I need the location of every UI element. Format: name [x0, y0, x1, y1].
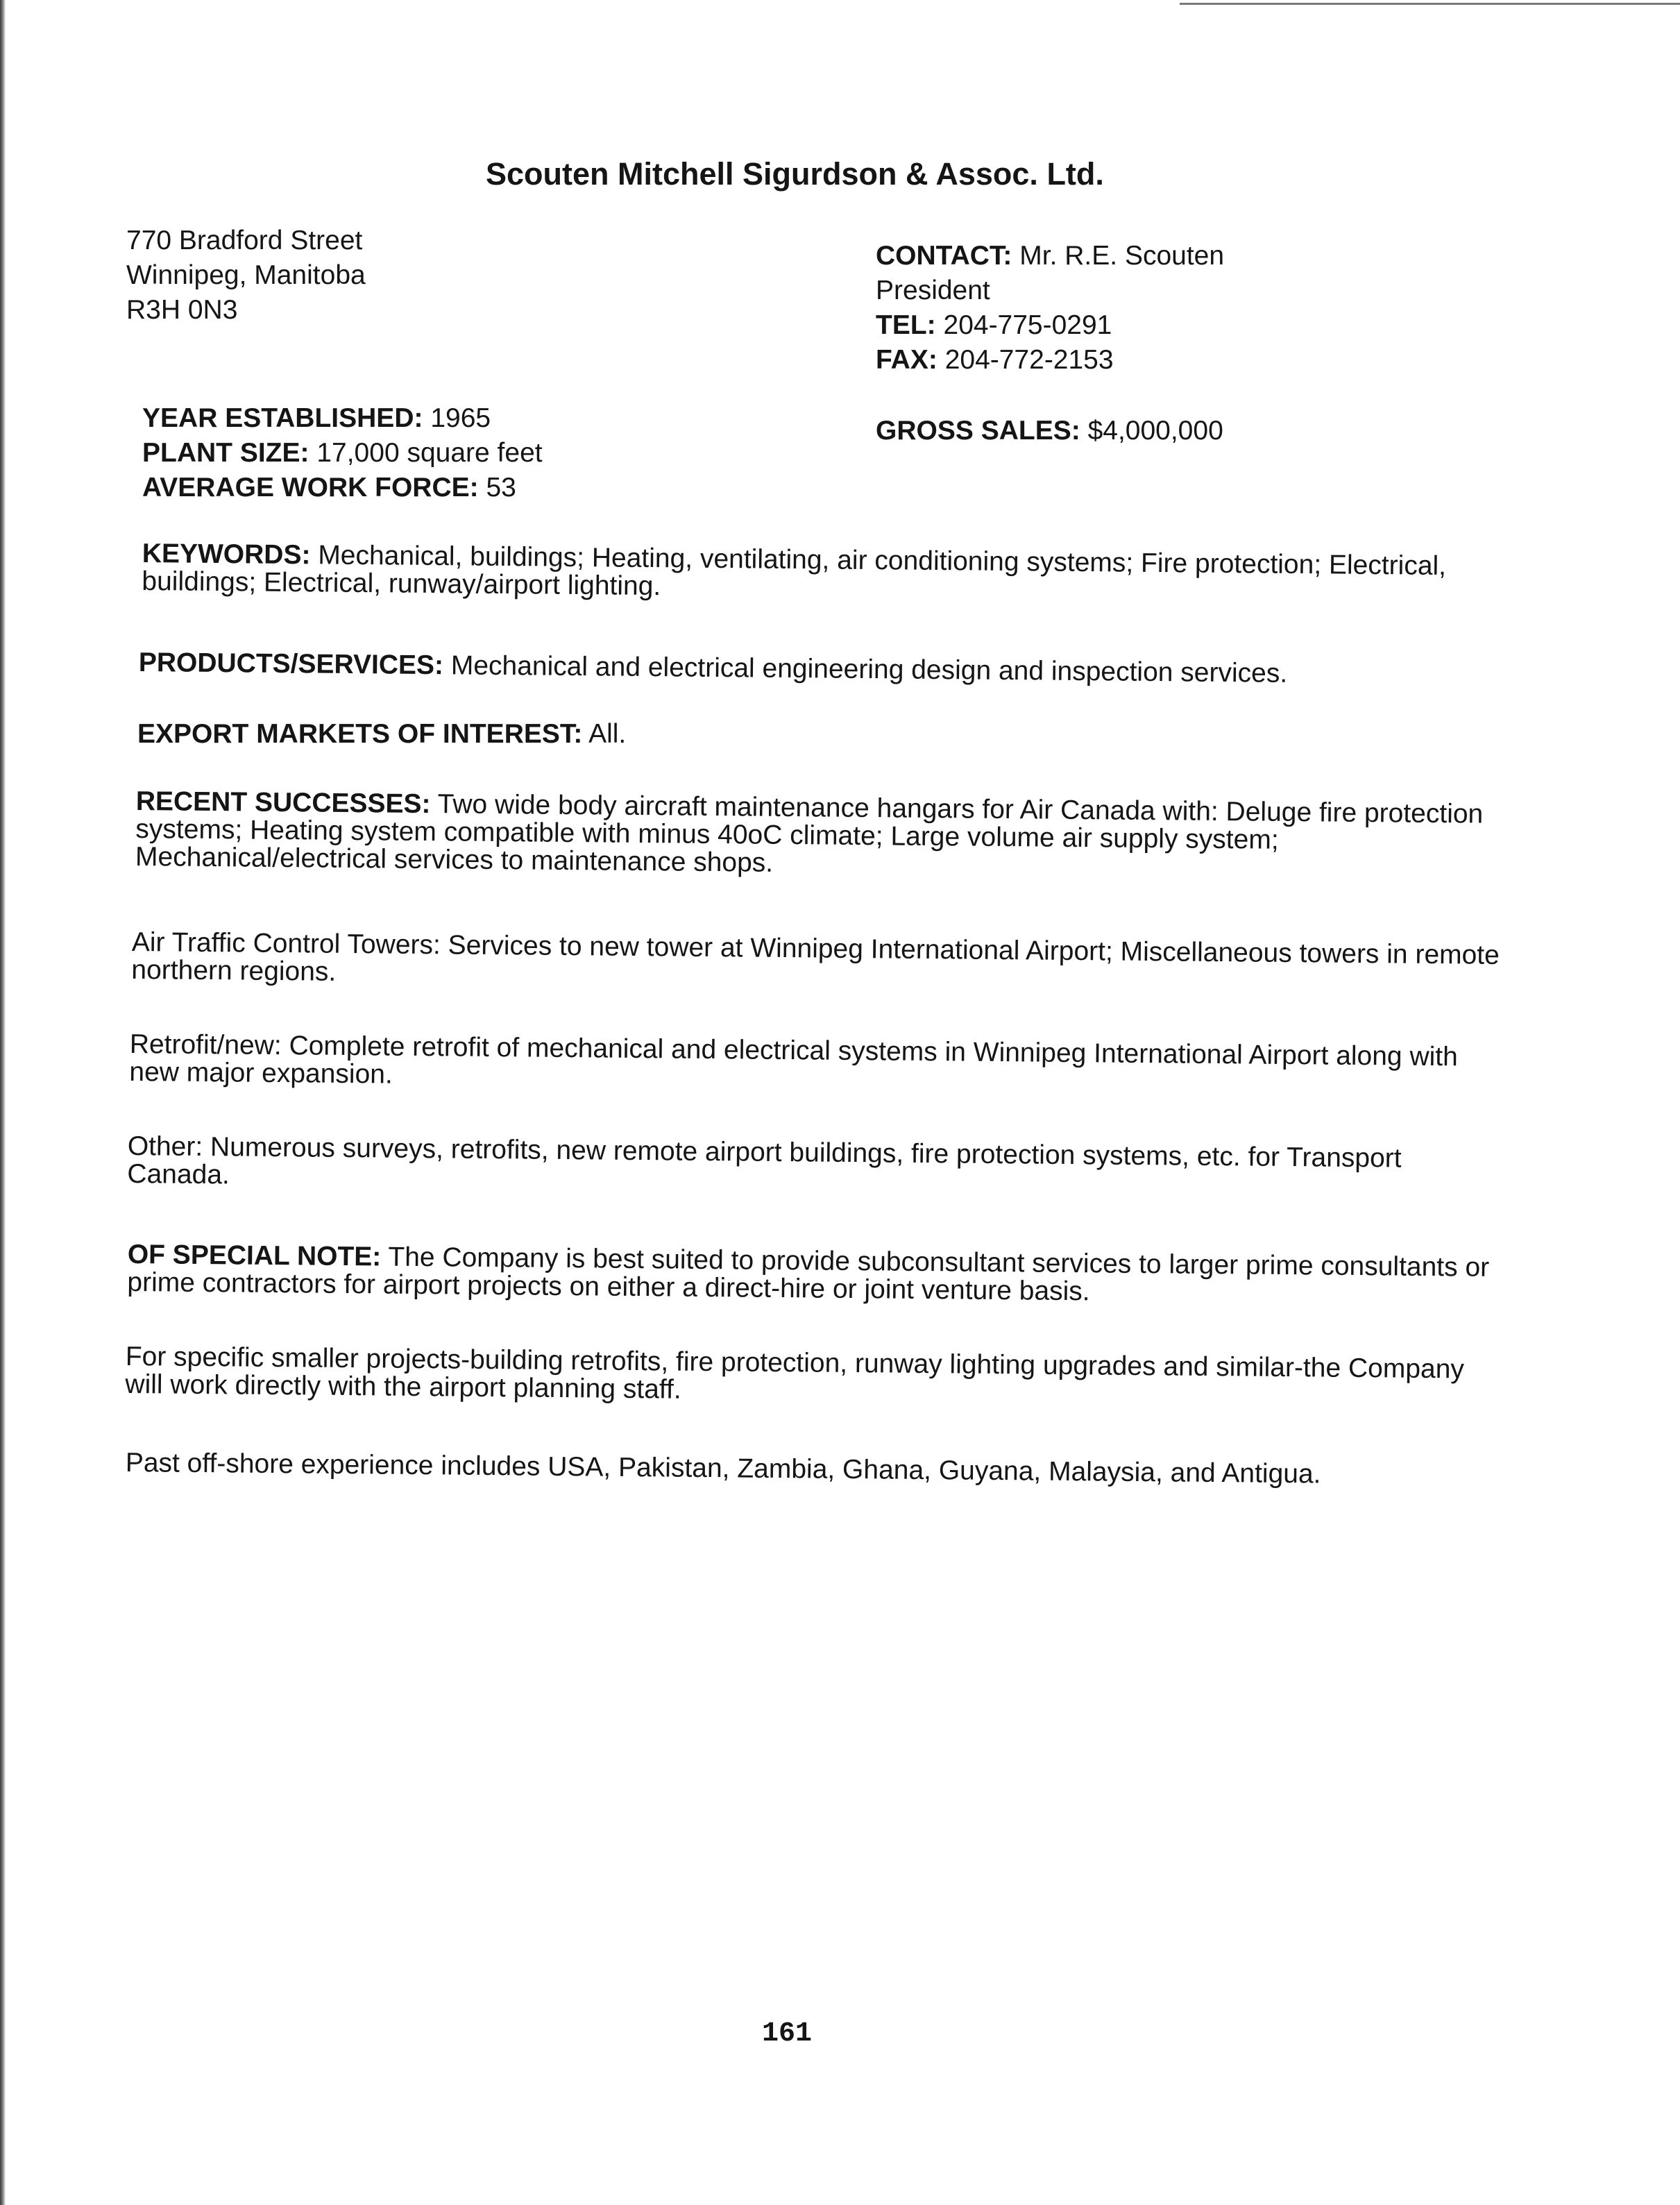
- smaller-projects-section: [125, 1343, 1500, 1412]
- special-note-section: [127, 1241, 1502, 1310]
- address-line-2: Winnipeg, Manitoba: [126, 260, 366, 290]
- offshore-text: Past off-shore experience includes USA, Pakistan, Zambia, Ghana, Guyana, Malaysia, and Antigua.: [125, 1448, 1321, 1489]
- atc-label: Air Traffic Control Towers:: [131, 927, 441, 961]
- special-label: OF SPECIAL NOTE:: [127, 1240, 382, 1272]
- year-value: 1965: [430, 403, 491, 433]
- plant-value: 17,000 square feet: [316, 438, 543, 468]
- contact-value: Mr. R.E. Scouten: [1019, 241, 1225, 271]
- company-name: Scouten Mitchell Sigurdson & Assoc. Ltd.: [486, 156, 1104, 192]
- products-section: [139, 649, 1513, 690]
- smaller-text: For specific smaller projects-building retrofits, fire protection, runway lighting upgrades and similar-the Company will work directly with the airport planning staff.: [125, 1342, 1465, 1405]
- fax-line: [876, 343, 1114, 377]
- year-label: YEAR ESTABLISHED:: [142, 403, 423, 433]
- plant-size: [142, 436, 543, 470]
- contact-title: President: [876, 276, 990, 305]
- address-line-3: R3H 0N3: [126, 295, 238, 325]
- tel-value: 204-775-0291: [943, 310, 1112, 340]
- keywords-text: Mechanical, buildings; Heating, ventilating, air conditioning systems; Fire protection; Electrical, buildings; Electrical, runway/airport lighting.: [142, 540, 1447, 602]
- contact-label: CONTACT:: [876, 241, 1012, 271]
- recent-label: RECENT SUCCESSES:: [135, 786, 431, 820]
- tel-label: TEL:: [876, 310, 936, 340]
- keywords-section: [142, 540, 1516, 609]
- retrofit-section: [129, 1031, 1504, 1099]
- atc-section: [131, 929, 1506, 997]
- atc-text: Services to new tower at Winnipeg International Airport; Miscellaneous towers in remote northern regions.: [131, 930, 1500, 987]
- products-label: PRODUCTS/SERVICES:: [138, 648, 444, 681]
- workforce-label: AVERAGE WORK FORCE:: [142, 473, 479, 502]
- page-number: 161: [762, 2018, 813, 2050]
- scan-edge: [0, 0, 6, 2205]
- address-line-1: 770 Bradford Street: [126, 226, 363, 255]
- offshore-section: [126, 1449, 1500, 1490]
- keywords-label: KEYWORDS:: [142, 539, 311, 571]
- special-text: The Company is best suited to provide subconsultant services to larger prime consultants or prime contractors for airport projects on either a direct-hire or joint venture basis.: [127, 1242, 1490, 1307]
- recent-text: Two wide body aircraft maintenance hangars for Air Canada with: Deluge fire protection systems; Heating system compatible with minus 40oC climate; Large volume air supply system; Mechanical/electrical services to maintenance shops.: [135, 789, 1484, 878]
- export-section: [137, 720, 1511, 748]
- sales-label: GROSS SALES:: [876, 416, 1080, 446]
- retrofit-label: Retrofit/new:: [129, 1029, 282, 1061]
- workforce-value: 53: [486, 473, 516, 502]
- year-established: [142, 401, 491, 435]
- top-rule: [1180, 3, 1680, 5]
- other-text: Numerous surveys, retrofits, new remote airport buildings, fire protection systems, etc. for Transport Canada.: [127, 1132, 1402, 1190]
- sales-value: $4,000,000: [1087, 416, 1223, 446]
- recent-successes-section: [135, 788, 1510, 884]
- fax-label: FAX:: [876, 345, 937, 375]
- export-label: EXPORT MARKETS OF INTEREST:: [137, 719, 583, 749]
- gross-sales: [876, 414, 1223, 448]
- export-text: All.: [588, 719, 627, 749]
- average-work-force: [142, 471, 516, 505]
- tel-line: [876, 308, 1112, 342]
- retrofit-text: Complete retrofit of mechanical and electrical systems in Winnipeg International Airport along with new major expansion.: [129, 1031, 1459, 1090]
- other-label: Other:: [127, 1131, 203, 1163]
- products-text: Mechanical and electrical engineering design and inspection services.: [450, 650, 1288, 688]
- fax-value: 204-772-2153: [944, 345, 1114, 375]
- contact-line: [876, 239, 1224, 273]
- plant-label: PLANT SIZE:: [142, 438, 309, 468]
- other-section: [127, 1133, 1502, 1201]
